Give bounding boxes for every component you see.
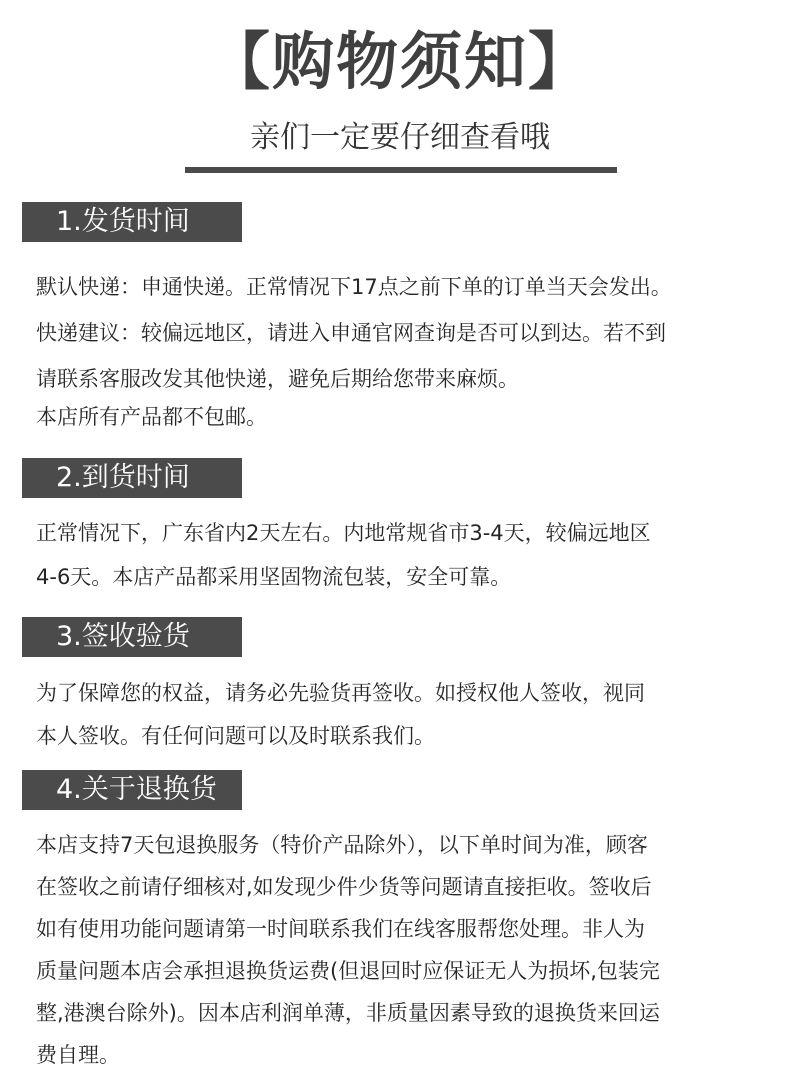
section-line: 快递建议：较偏远地区，请进入申通官网查询是否可以到达。若不到 xyxy=(36,321,666,345)
section-line: 本店所有产品都不包邮。 xyxy=(36,405,267,429)
section-heading-inspection: 3.签收验货 xyxy=(22,617,242,657)
section-heading-shipping-time: 1.发货时间 xyxy=(22,202,242,242)
section-line: 质量问题本店会承担退换货运费(但退回时应保证无人为损坏,包装完 xyxy=(36,959,660,983)
section-line: 请联系客服改发其他快递，避免后期给您带来麻烦。 xyxy=(36,367,519,391)
section-heading-arrival-time: 2.到货时间 xyxy=(22,458,242,498)
section-line: 本人签收。有任何问题可以及时联系我们。 xyxy=(36,724,435,748)
section-line: 默认快递：申通快递。正常情况下17点之前下单的订单当天会发出。 xyxy=(36,275,672,299)
section-heading-returns: 4.关于退换货 xyxy=(22,770,242,810)
section-line: 本店支持7天包退换服务（特价产品除外），以下单时间为准，顾客 xyxy=(36,833,648,857)
page-title: 【购物须知】 xyxy=(207,25,592,98)
section-line: 在签收之前请仔细核对,如发现少件少货等问题请直接拒收。签收后 xyxy=(36,875,652,899)
section-line: 如有使用功能问题请第一时间联系我们在线客服帮您处理。非人为 xyxy=(36,917,645,941)
title-divider xyxy=(185,167,617,173)
section-line: 4-6天。本店产品都采用坚固物流包装，安全可靠。 xyxy=(36,565,512,589)
section-line: 费自理。 xyxy=(36,1043,120,1067)
section-line: 正常情况下，广东省内2天左右。内地常规省市3-4天，较偏远地区 xyxy=(36,521,651,545)
section-line: 为了保障您的权益，请务必先验货再签收。如授权他人签收，视同 xyxy=(36,681,645,705)
page-subtitle: 亲们一定要仔细查看哦 xyxy=(250,120,550,155)
section-line: 整,港澳台除外)。因本店利润单薄，非质量因素导致的退换货来回运 xyxy=(36,1001,660,1025)
